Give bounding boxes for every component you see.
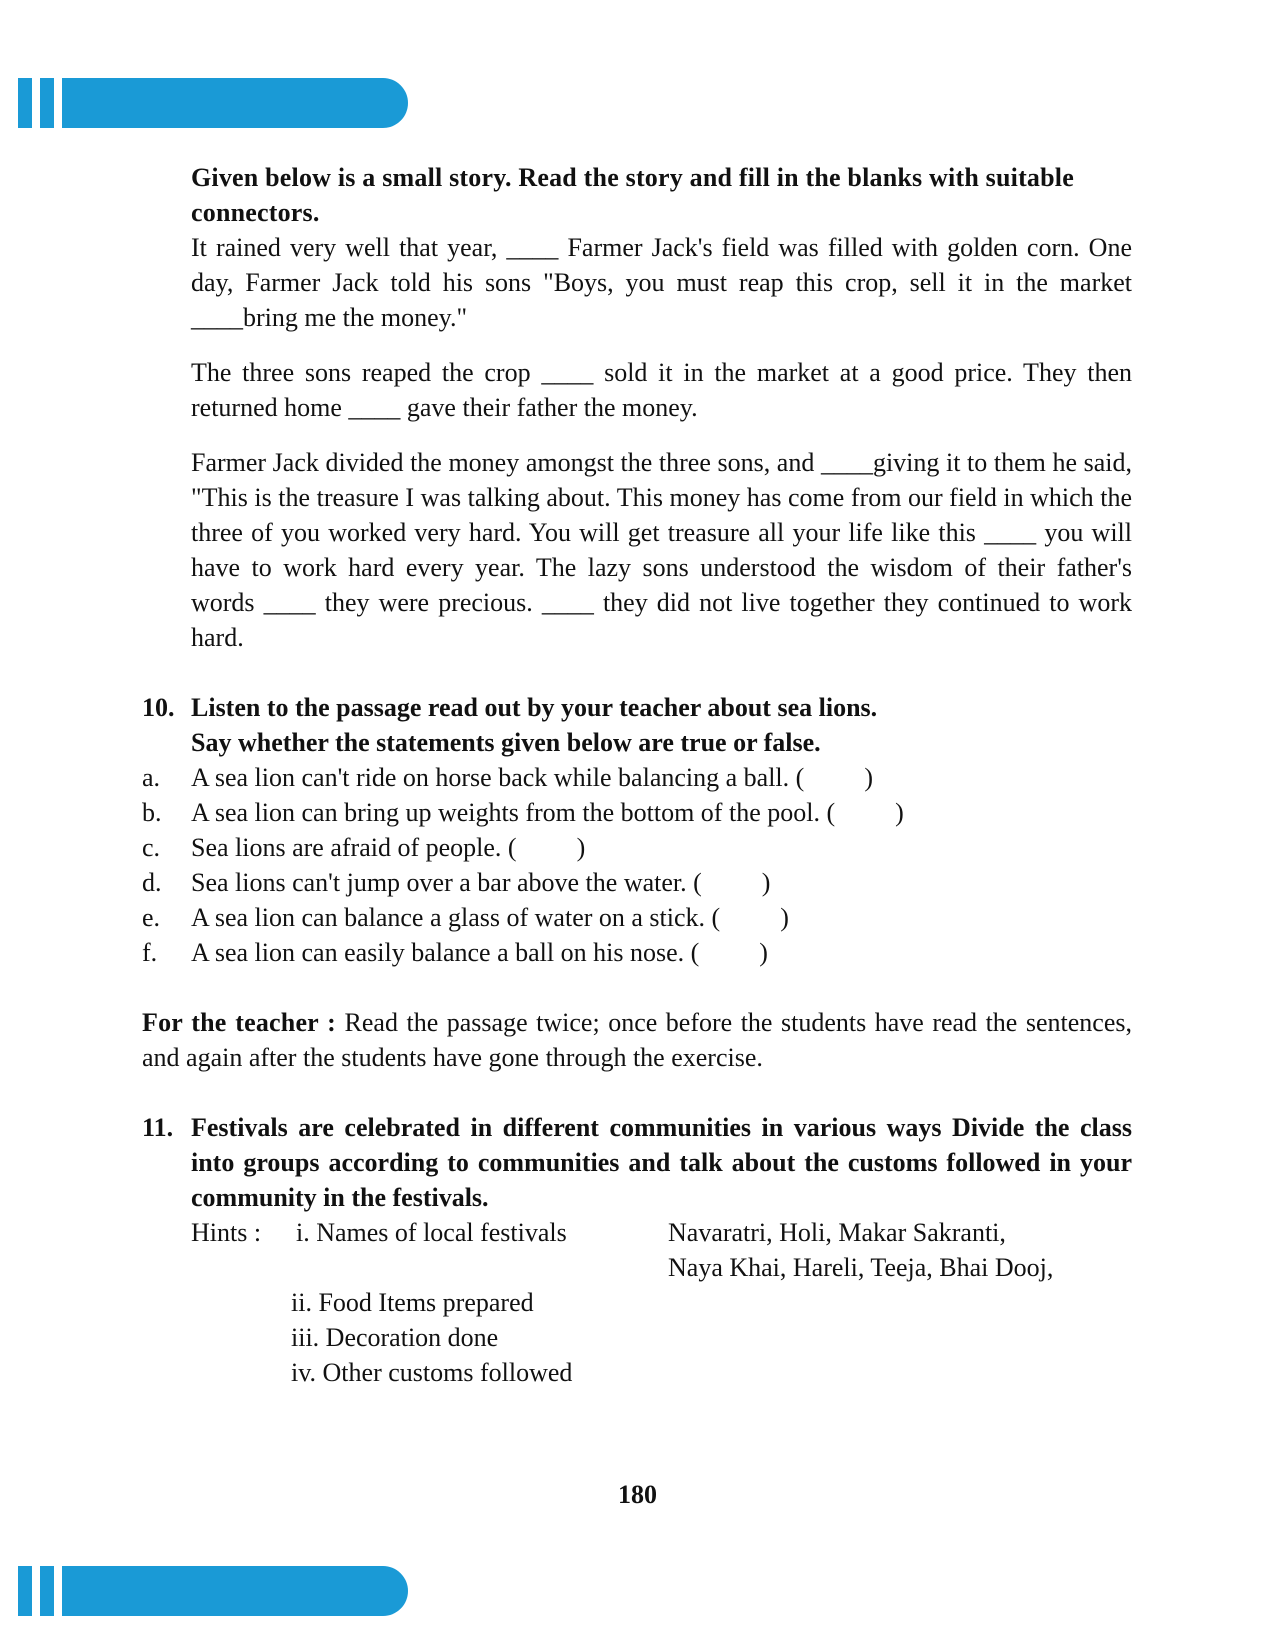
footer-stripe bbox=[40, 1566, 54, 1616]
hint-item: iii. Decoration done bbox=[291, 1323, 499, 1352]
hint-item: i. Names of local festivals bbox=[296, 1218, 567, 1247]
header-stripe bbox=[18, 78, 32, 128]
story-paragraph-2: The three sons reaped the crop ____ sold it in the market at a good price. They then returned home ____ gave their father the money. bbox=[191, 358, 1132, 422]
header-stripe bbox=[40, 78, 54, 128]
list-item: c. Sea lions are afraid of people. ( ) bbox=[142, 833, 586, 862]
fill-blanks-section bbox=[191, 160, 1132, 655]
page-content bbox=[142, 160, 1132, 1390]
hints-block bbox=[191, 1215, 1132, 1390]
header-bar bbox=[62, 78, 408, 128]
hints-label: Hints : bbox=[191, 1218, 262, 1247]
question-title bbox=[191, 690, 1132, 760]
footer-bar bbox=[62, 1566, 408, 1616]
list-item: e. A sea lion can balance a glass of water on a stick. ( ) bbox=[142, 903, 789, 932]
hint-item: ii. Food Items prepared bbox=[291, 1288, 534, 1317]
footer-stripe bbox=[18, 1566, 32, 1616]
footer-decoration-band bbox=[18, 1566, 408, 1616]
question-10 bbox=[142, 690, 1132, 1075]
teacher-note-text: Read the passage twice; once before the students have read the sentences, and again after the students have gone through the exercise. bbox=[142, 1008, 1132, 1072]
page-number: 180 bbox=[618, 1480, 657, 1509]
teacher-note bbox=[142, 1005, 1132, 1075]
story-paragraph-1: It rained very well that year, ____ Farmer Jack's field was filled with golden corn. One day, Farmer Jack told his sons "Boys, you must reap this crop, sell it in the market ____bring me the money." bbox=[191, 233, 1132, 332]
list-item: d. Sea lions can't jump over a bar above the water. ( ) bbox=[142, 868, 771, 897]
hint-item: iv. Other customs followed bbox=[291, 1358, 573, 1387]
story-paragraph-3: Farmer Jack divided the money amongst the three sons, and ____giving it to them he said, "This is the treasure I was talking about. This money has come from our field in which the three of you worked very hard. You will get treasure all your life like this ____ you will have to work hard every year. The lazy sons understood the wisdom of their father's words ____ they were precious. ____ they did not live together they continued to work hard. bbox=[191, 448, 1132, 652]
teacher-note-label: For the teacher : bbox=[142, 1008, 337, 1037]
list-item: b. A sea lion can bring up weights from the bottom of the pool. ( ) bbox=[142, 798, 904, 827]
festival-names: Navaratri, Holi, Makar Sakranti, bbox=[668, 1218, 1006, 1247]
header-decoration-band bbox=[18, 78, 408, 128]
question-11 bbox=[142, 1110, 1132, 1390]
fill-blanks-instruction: Given below is a small story. Read the story and fill in the blanks with suitable connectors. bbox=[191, 163, 1074, 227]
list-item: f. A sea lion can easily balance a ball on his nose. ( ) bbox=[142, 938, 768, 967]
question-title-line: Listen to the passage read out by your teacher about sea lions. bbox=[191, 693, 878, 722]
question-title: Festivals are celebrated in different communities in various ways Divide the class into groups according to communities and talk about the customs followed in your community in the festivals. bbox=[191, 1113, 1132, 1212]
question-number: 10. bbox=[142, 693, 175, 722]
festival-names: Naya Khai, Hareli, Teeja, Bhai Dooj, bbox=[668, 1253, 1054, 1282]
question-number: 11. bbox=[142, 1113, 174, 1142]
question-title-line: Say whether the statements given below are true or false. bbox=[191, 728, 821, 757]
list-item: a. A sea lion can't ride on horse back while balancing a ball. ( ) bbox=[142, 763, 873, 792]
